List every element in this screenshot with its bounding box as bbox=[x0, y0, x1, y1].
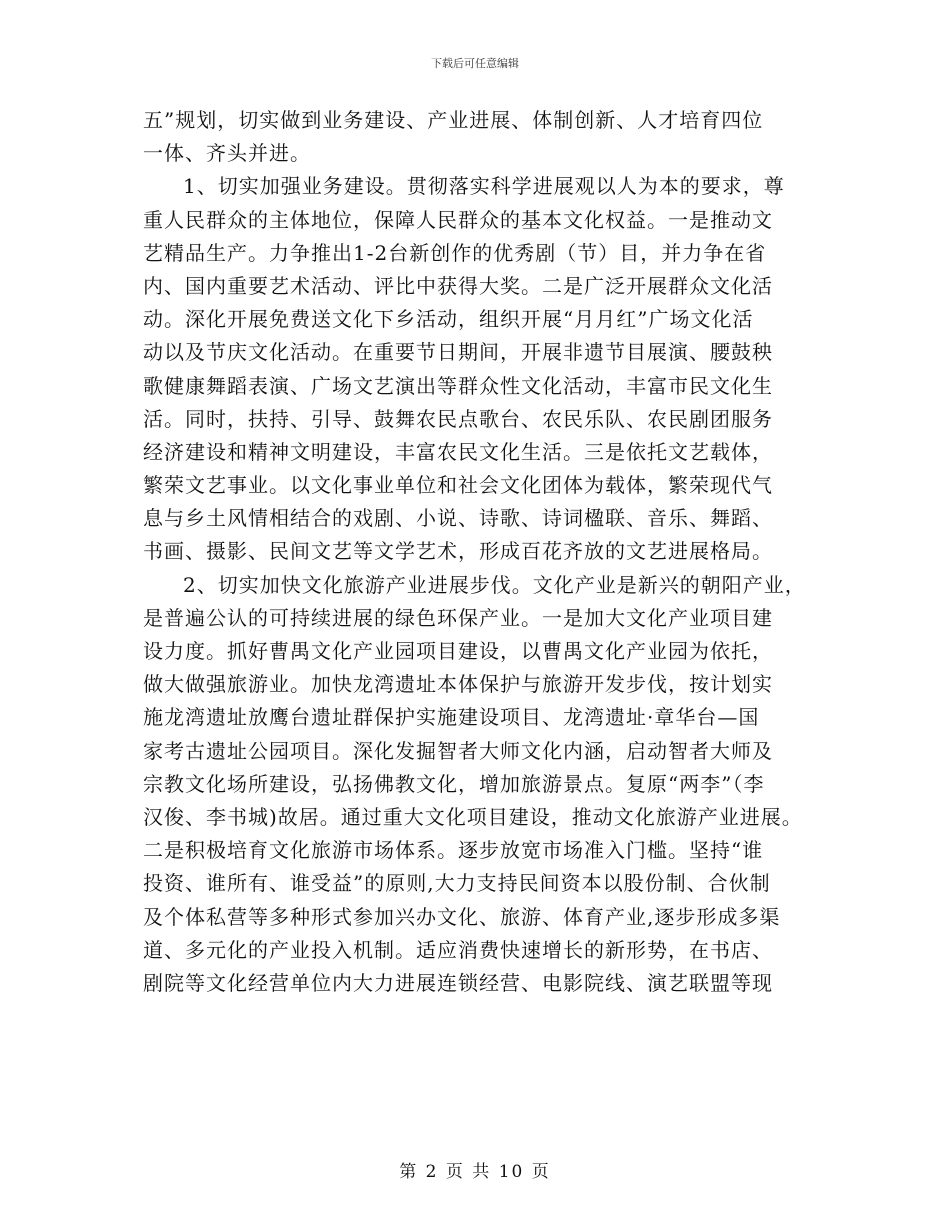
page-header: 下载后可任意编辑 bbox=[431, 57, 519, 70]
text-line: 息与乡土风情相结合的戏剧、小说、诗歌、诗词楹联、音乐、舞蹈、 bbox=[143, 506, 773, 531]
text-line: 设力度。抓好曹禺文化产业园项目建设，以曹禺文化产业园为依托， bbox=[143, 639, 773, 663]
page-footer: 第 2 页 共 10 页 bbox=[399, 1162, 551, 1182]
text-line: 繁荣文艺事业。以文化事业单位和社会文化团体为载体，繁荣现代气 bbox=[143, 473, 773, 498]
text-line: 动以及节庆文化活动。在重要节日期间，开展非遗节目展演、腰鼓秧 bbox=[143, 340, 773, 365]
text-line: 是普遍公认的可持续进展的绿色环保产业。一是加大文化产业项目建 bbox=[143, 605, 773, 630]
text-line: 宗教文化场所建设，弘扬佛教文化，增加旅游景点。复原“两李”（李 bbox=[143, 771, 765, 796]
text-line: 书画、摄影、民间文艺等文学艺术，形成百花齐放的文艺进展格局。 bbox=[143, 539, 773, 564]
text-line: 做大做强旅游业。加快龙湾遗址本体保护与旅游开发步伐，按计划实 bbox=[143, 672, 773, 697]
text-line: 歌健康舞蹈表演、广场文艺演出等群众性文化活动，丰富市民文化生 bbox=[143, 373, 773, 398]
text-line: 重人民群众的主体地位，保障人民群众的基本文化权益。一是推动文 bbox=[143, 207, 773, 232]
text-line: 经济建设和精神文明建设，丰富农民文化生活。三是依托文艺载体， bbox=[143, 439, 773, 464]
paragraph-first-line: 2、切实加快文化旅游产业进展步伐。文化产业是新兴的朝阳产业， bbox=[183, 572, 806, 597]
text-line: 内、国内重要艺术活动、评比中获得大奖。二是广泛开展群众文化活 bbox=[143, 273, 773, 298]
text-line: 汉俊、李书城)故居。通过重大文化项目建设，推动文化旅游产业进展。 bbox=[143, 804, 803, 829]
text-line: 二是积极培育文化旅游市场体系。逐步放宽市场准入门槛。坚持“谁 bbox=[143, 838, 764, 863]
text-line: 及个体私营等多种形式参加兴办文化、旅游、体育产业,逐步形成多渠 bbox=[143, 904, 781, 929]
text-line: 家考古遗址公园项目。深化发掘智者大师文化内涵，启动智者大师及 bbox=[143, 738, 773, 763]
document-body bbox=[143, 104, 833, 1000]
text-line: 施龙湾遗址放鹰台遗址群保护实施建设项目、龙湾遗址·章华台—国 bbox=[143, 705, 760, 730]
text-line: 投资、谁所有、谁受益”的原则,大力支持民间资本以股份制、合伙制 bbox=[143, 871, 771, 896]
paragraph-first-line: 1、切实加强业务建设。贯彻落实科学进展观以人为本的要求，尊 bbox=[183, 174, 785, 199]
text-line: 活。同时，扶持、引导、鼓舞农民点歌台、农民乐队、农民剧团服务 bbox=[143, 406, 773, 431]
text-line: 一体、齐头并进。 bbox=[143, 141, 311, 166]
text-line: 五”规划，切实做到业务建设、产业进展、体制创新、人才培育四位 bbox=[143, 108, 764, 132]
text-line: 道、多元化的产业投入机制。适应消费快速增长的新形势，在书店、 bbox=[143, 937, 773, 962]
text-line: 动。深化开展免费送文化下乡活动，组织开展“月月红”广场文化活 bbox=[143, 307, 754, 332]
text-line: 剧院等文化经营单位内大力进展连锁经营、电影院线、演艺联盟等现 bbox=[143, 970, 773, 995]
text-line: 艺精品生产。力争推出1-2台新创作的优秀剧（节）目，并力争在省 bbox=[143, 240, 767, 265]
